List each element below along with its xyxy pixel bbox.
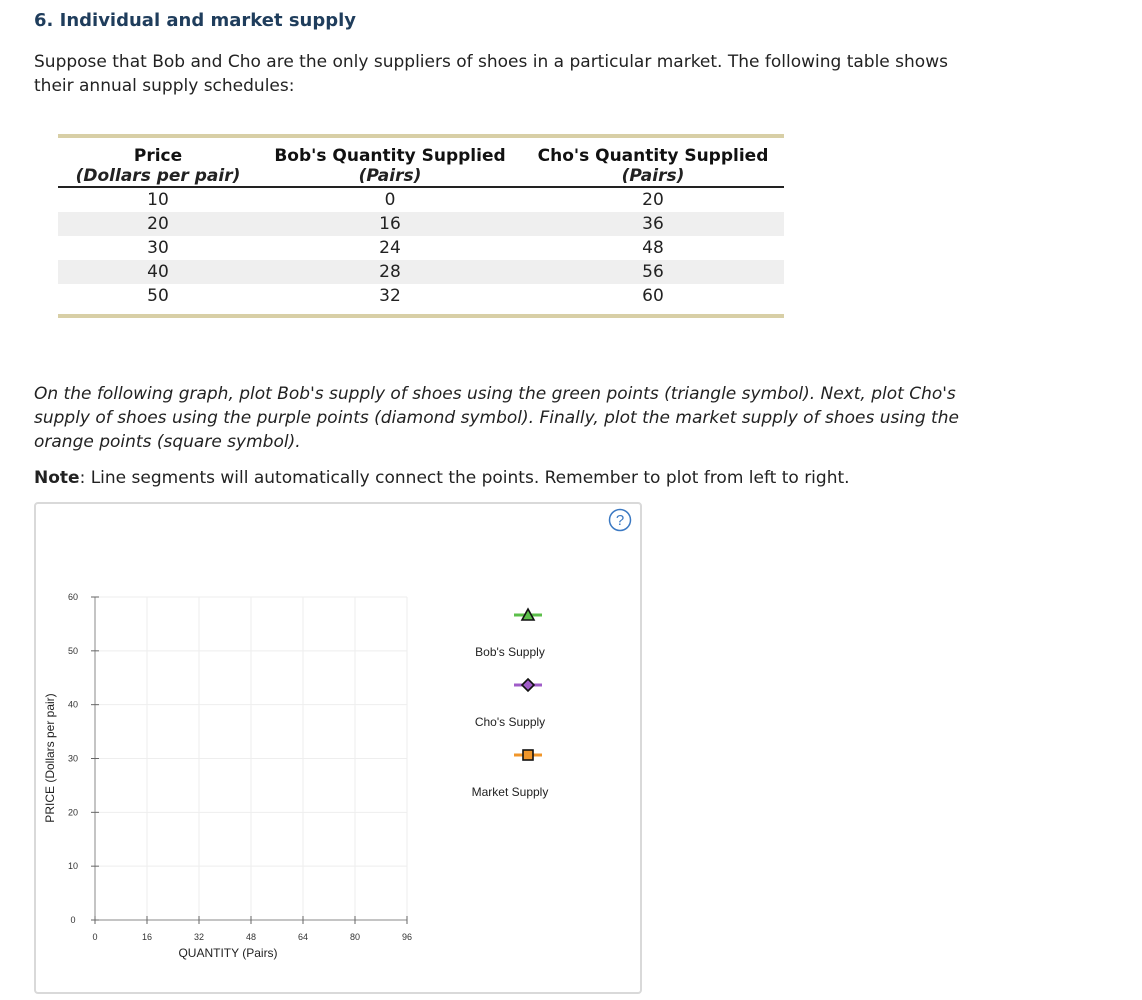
y-tick-label: 0 [70, 915, 76, 925]
legend-triangle-tool[interactable] [514, 609, 542, 620]
x-tick-label: 64 [297, 932, 309, 942]
y-tick-label: 20 [67, 807, 79, 818]
y-tick-label: 30 [67, 753, 79, 764]
y-tick-label: 40 [67, 699, 79, 710]
cho-quantity-cell: 20 [642, 190, 664, 210]
bob-quantity-cell: 24 [379, 238, 401, 258]
price-cell: 50 [147, 286, 169, 306]
legend-label: Cho's Supply [474, 715, 546, 729]
x-tick-label: 32 [193, 932, 205, 942]
plot-instructions: On the following graph, plot Bob's supply of shoes using the green points (triangle symbol). Next, plot Cho's supply of shoes using the purple points (diamond symbol). Finally, plot the market supply of shoes using the orange points (square symbol). [34, 384, 959, 452]
cho-quantity-cell: 56 [522, 260, 784, 284]
note-body: : Line segments will automatically connect the points. Remember to plot from left to right. [79, 468, 850, 488]
note-label: Note [34, 468, 80, 488]
x-tick-label: 48 [245, 932, 257, 942]
price-cell: 30 [147, 238, 169, 258]
cho-quantity-cell: 60 [642, 286, 664, 306]
bob-quantity-cell: 28 [258, 260, 522, 284]
header-main: Bob's Quantity Supplied [274, 146, 506, 166]
y-tick-label: 50 [67, 645, 79, 656]
bob-quantity-cell: 32 [379, 286, 401, 306]
question-title: 6. Individual and market supply [34, 10, 357, 31]
price-cell: 10 [147, 190, 169, 210]
header-unit: (Pairs) [258, 166, 522, 188]
price-cell: 40 [58, 260, 258, 284]
svg-text:?: ? [615, 512, 625, 529]
cho-quantity-cell: 36 [522, 212, 784, 236]
legend-square-tool[interactable] [514, 750, 542, 760]
x-tick-label: 96 [401, 932, 413, 942]
x-tick-label: 16 [141, 932, 153, 942]
bob-quantity-cell: 16 [258, 212, 522, 236]
price-cell: 20 [58, 212, 258, 236]
header-unit: (Pairs) [522, 166, 784, 188]
cho-quantity-cell: 48 [642, 238, 664, 258]
diamond-marker-icon[interactable] [522, 679, 534, 691]
legend-label: Market Supply [471, 785, 549, 799]
square-marker-icon[interactable] [523, 750, 533, 760]
intro-text: Suppose that Bob and Cho are the only suppliers of shoes in a particular market. The following table shows their annual supply schedules: [34, 52, 948, 96]
header-unit: (Dollars per pair) [58, 166, 258, 188]
legend-label: Bob's Supply [475, 645, 545, 659]
y-tick-label: 60 [67, 592, 79, 602]
y-axis-title: PRICE (Dollars per pair) [43, 693, 57, 823]
y-tick-label: 10 [67, 861, 79, 872]
x-axis-title: QUANTITY (Pairs) [178, 946, 278, 960]
x-tick-label: 80 [349, 932, 361, 942]
header-main: Cho's Quantity Supplied [537, 146, 769, 166]
legend-diamond-tool[interactable] [514, 679, 542, 691]
header-main: Price [133, 146, 183, 166]
bob-quantity-cell: 0 [384, 190, 396, 210]
x-tick-label: 0 [92, 932, 98, 942]
